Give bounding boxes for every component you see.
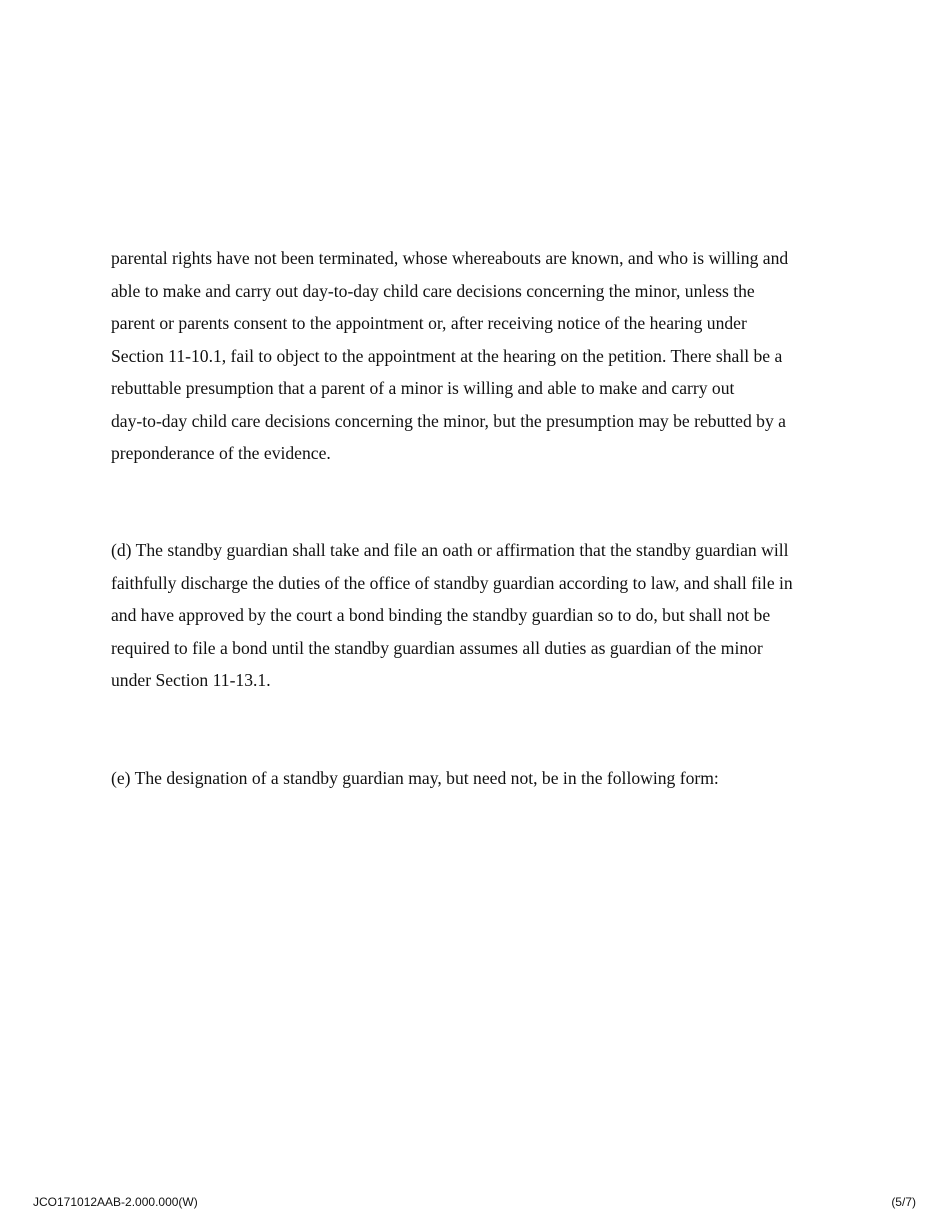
text-line: rebuttable presumption that a parent of a minor is willing and able to make and carry out bbox=[111, 378, 735, 398]
text-line: faithfully discharge the duties of the office of standby guardian according to law, and shall file in bbox=[111, 572, 793, 593]
text-line: (e) The designation of a standby guardian may, but need not, be in the following form: bbox=[111, 768, 719, 788]
footer-document-id: JCO171012AAB-2.000.000(W) bbox=[33, 1195, 198, 1209]
text-line: able to make and carry out day-to-day child care decisions concerning the minor, unless the bbox=[111, 280, 755, 301]
text-line: required to file a bond until the standby guardian assumes all duties as guardian of the minor bbox=[111, 637, 763, 658]
paragraph-e bbox=[111, 762, 851, 795]
text-line: day-to-day child care decisions concerning the minor, but the presumption may be rebutted by a bbox=[111, 410, 786, 431]
text-line: preponderance of the evidence. bbox=[111, 443, 331, 463]
paragraph-d bbox=[111, 534, 851, 697]
paragraph-c-continuation bbox=[111, 242, 851, 470]
text-line: under Section 11-13.1. bbox=[111, 670, 271, 690]
footer-page-indicator: (5/7) bbox=[891, 1195, 916, 1209]
text-line: parent or parents consent to the appointment or, after receiving notice of the hearing under bbox=[111, 313, 747, 333]
text-line: Section 11-10.1, fail to object to the appointment at the hearing on the petition. There shall be a bbox=[111, 345, 783, 366]
text-line: parental rights have not been terminated, whose whereabouts are known, and who is willing and bbox=[111, 248, 789, 268]
text-line: (d) The standby guardian shall take and file an oath or affirmation that the standby guardian will bbox=[111, 540, 789, 560]
text-line: and have approved by the court a bond binding the standby guardian so to do, but shall not be bbox=[111, 605, 771, 625]
